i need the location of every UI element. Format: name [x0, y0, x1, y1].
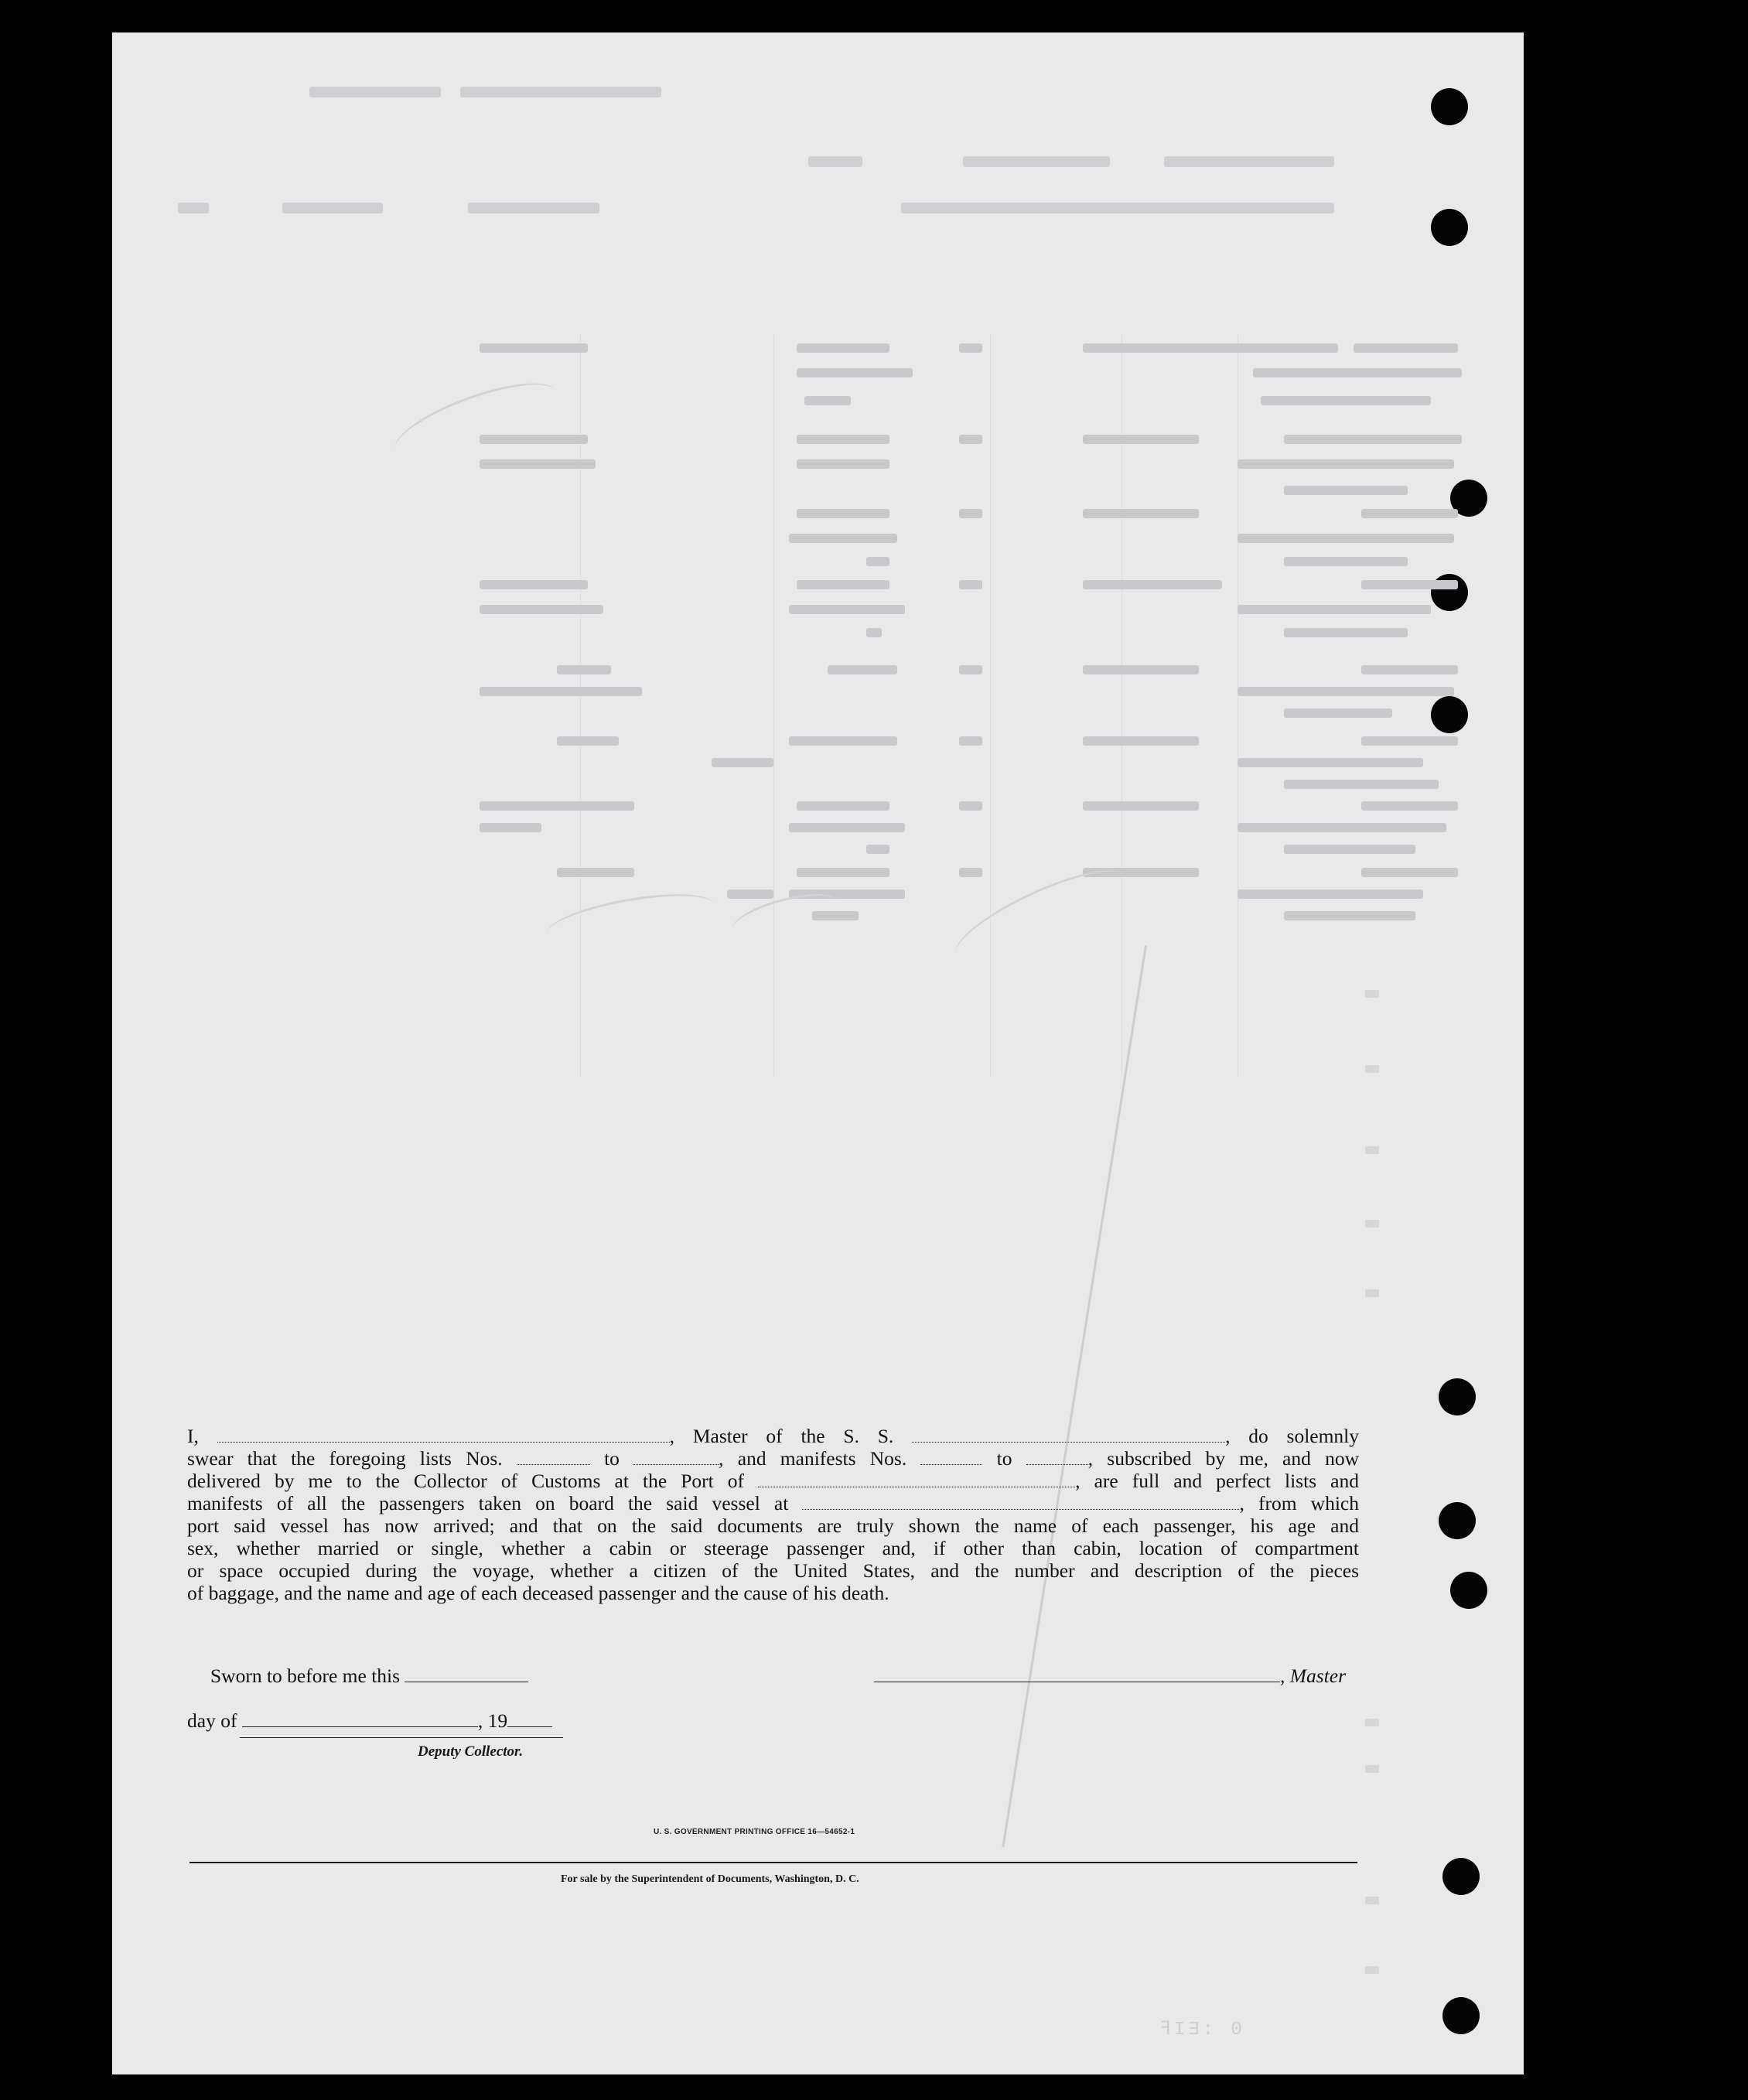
punch-hole: [1439, 1502, 1476, 1539]
manifest-page: [112, 32, 1524, 2074]
embarkation-port-field[interactable]: [802, 1495, 1239, 1510]
margin-tick: [1365, 1966, 1379, 1974]
bleed-through-header: [1164, 156, 1334, 167]
bleed-through-header: [282, 203, 383, 213]
oath-text: , are full and perfect lists and: [1075, 1470, 1359, 1492]
manifest-no-from-field[interactable]: [920, 1450, 982, 1465]
oath-text: swear that the foregoing lists Nos.: [187, 1447, 503, 1470]
oath-text: , from which: [1239, 1492, 1360, 1514]
sworn-day-field[interactable]: [405, 1668, 528, 1682]
master-signature-field[interactable]: [874, 1668, 1280, 1682]
margin-tick: [1365, 1289, 1379, 1297]
list-no-to-field[interactable]: [633, 1450, 719, 1465]
master-label: , Master: [1280, 1665, 1346, 1687]
deputy-collector-label: Deputy Collector.: [418, 1743, 524, 1760]
margin-tick: [1365, 990, 1379, 998]
vessel-name-field[interactable]: [912, 1428, 1225, 1443]
master-signature-line: [874, 1665, 1346, 1688]
year-prefix: , 19: [477, 1709, 508, 1732]
bleed-through-header: [963, 156, 1110, 167]
oath-text: , subscribed by me, and now: [1087, 1447, 1359, 1470]
punch-hole: [1439, 1378, 1476, 1415]
list-no-from-field[interactable]: [517, 1450, 590, 1465]
bleed-through-header: [460, 87, 661, 97]
punch-hole: [1431, 209, 1468, 246]
oath-text: manifests of all the passengers taken on board the said vessel at: [187, 1492, 789, 1514]
manifest-no-to-field[interactable]: [1026, 1450, 1088, 1465]
bleed-through-header: [901, 203, 1334, 213]
punch-hole: [1450, 1572, 1487, 1609]
margin-tick: [1365, 1897, 1379, 1904]
margin-tick: [1365, 1719, 1379, 1726]
day-of-label: day of: [187, 1709, 237, 1732]
month-field[interactable]: [242, 1712, 478, 1727]
sworn-statement: [210, 1665, 528, 1688]
bleed-through-header: [468, 203, 599, 213]
oath-text: , do solemnly: [1225, 1425, 1360, 1447]
printing-office-imprint: U. S. GOVERNMENT PRINTING OFFICE 16—54652-1: [654, 1828, 855, 1836]
master-oath-declaration: [187, 1425, 1359, 1604]
margin-tick: [1365, 1220, 1379, 1228]
punch-hole: [1442, 1997, 1480, 2034]
footer-divider: [189, 1862, 1357, 1863]
oath-text: of baggage, and the name and age of each deceased passenger and the cause of his death.: [187, 1582, 889, 1604]
oath-text: sex, whether married or single, whether a cabin or steerage passenger and, if other than cabin, location of compartment: [187, 1537, 1359, 1559]
punch-hole: [1442, 1858, 1480, 1895]
bleed-through-header: [309, 87, 441, 97]
margin-tick: [1365, 1146, 1379, 1154]
oath-text: delivered by me to the Collector of Customs at the Port of: [187, 1470, 745, 1492]
port-field[interactable]: [758, 1473, 1075, 1487]
date-line: [187, 1709, 552, 1733]
bleed-through-header: [808, 156, 862, 167]
punch-hole: [1431, 88, 1468, 125]
deputy-signature-field[interactable]: [240, 1737, 563, 1738]
pencil-stroke: [1002, 945, 1147, 1847]
sworn-label: Sworn to before me this: [210, 1665, 401, 1687]
bleed-through-header: [178, 203, 209, 213]
margin-tick: [1365, 1065, 1379, 1073]
bleed-through-page-mark: ꟻIƎ: 0: [1160, 2020, 1245, 2040]
oath-text: port said vessel has now arrived; and that on the said documents are truly shown the name of each passenger, his age and: [187, 1514, 1359, 1537]
oath-text: , and manifests Nos.: [719, 1447, 907, 1470]
for-sale-notice: For sale by the Superintendent of Documents, Washington, D. C.: [561, 1873, 859, 1885]
oath-text: to: [996, 1447, 1012, 1470]
oath-text: or space occupied during the voyage, whether a citizen of the United States, and the number and description of the pieces: [187, 1559, 1359, 1582]
margin-tick: [1365, 1765, 1379, 1773]
master-name-field[interactable]: [217, 1428, 670, 1443]
oath-text: I,: [187, 1425, 199, 1447]
oath-text: , Master of the S. S.: [669, 1425, 894, 1447]
oath-text: to: [604, 1447, 620, 1470]
year-field[interactable]: [507, 1712, 552, 1727]
bleed-through-table: [464, 334, 1462, 907]
